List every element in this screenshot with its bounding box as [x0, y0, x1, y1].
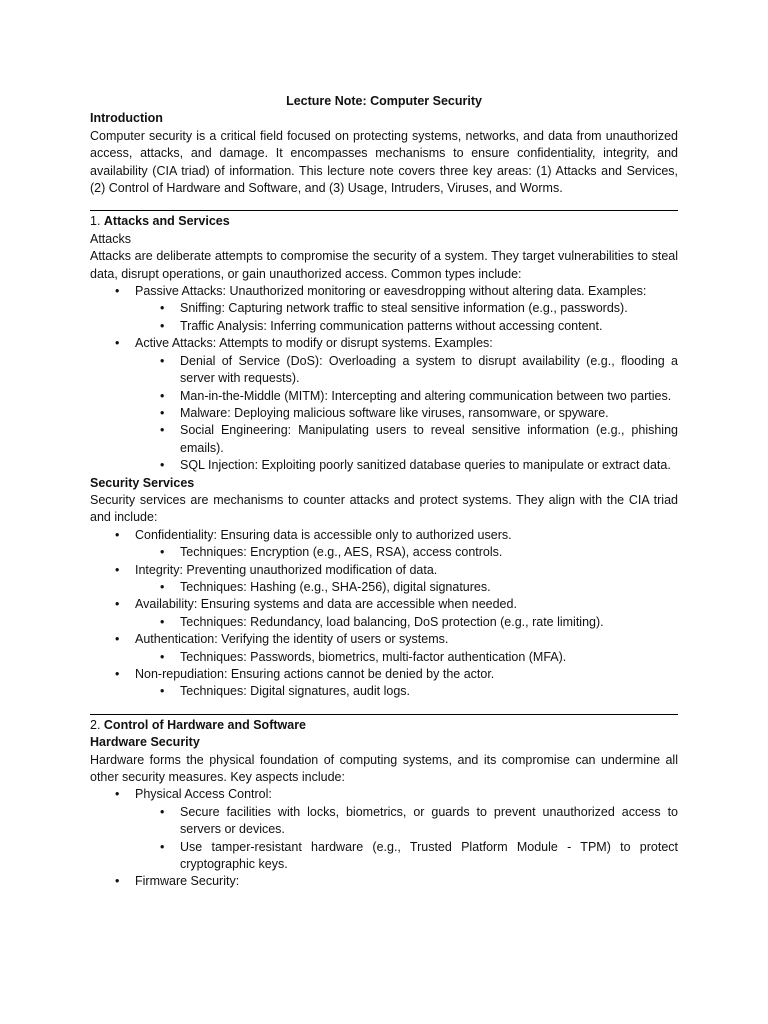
list-item-text: Confidentiality: Ensuring data is accessible only to authorized users. — [135, 527, 512, 542]
sub-list-item-text: Techniques: Encryption (e.g., AES, RSA), access controls. — [180, 545, 503, 560]
section-1-number: 1. — [90, 214, 104, 229]
bullet-icon: • — [115, 632, 120, 647]
bullet-icon: • — [160, 614, 165, 629]
sub-list-item — [135, 544, 678, 561]
intro-paragraph: Computer security is a critical field focused on protecting systems, networks, and data from unauthorized access, attacks, and damage. It encompasses mechanisms to ensure confidentiality, integrity, and availability (CIA triad) of information. This lecture note covers three key areas: (1) Attacks and Services, (2) Control of Hardware and Software, and (3) Usage, Intruders, Viruses, and Worms. — [90, 128, 678, 196]
bullet-icon: • — [160, 388, 165, 403]
services-list — [90, 527, 678, 701]
list-item — [90, 873, 678, 890]
list-item-text: Authentication: Verifying the identity of users or systems. — [135, 632, 449, 647]
sub-list-item-text: Denial of Service (DoS): Overloading a system to disrupt availability (e.g., flooding a server with requests). — [180, 353, 678, 386]
bullet-icon: • — [160, 649, 165, 664]
document-title: Lecture Note: Computer Security — [286, 94, 482, 108]
attacks-list — [90, 283, 678, 474]
sub-list-item — [135, 579, 678, 596]
sub-list — [135, 579, 678, 596]
sub-list-item-text: SQL Injection: Exploiting poorly sanitized database queries to manipulate or extract data. — [180, 458, 671, 473]
list-item — [90, 562, 678, 597]
bullet-icon: • — [160, 579, 165, 594]
bullet-icon: • — [160, 839, 165, 854]
list-item — [90, 631, 678, 666]
hardware-paragraph: Hardware forms the physical foundation of computing systems, and its compromise can undermine all other security measures. Key aspects include: — [90, 752, 678, 785]
sub-list-item — [135, 804, 678, 839]
sub-list-item — [135, 839, 678, 874]
section-2-title: Control of Hardware and Software — [103, 717, 307, 732]
sub-list-item — [135, 405, 678, 422]
bullet-icon: • — [115, 562, 120, 577]
sub-list — [135, 683, 678, 700]
list-item — [90, 786, 678, 873]
bullet-icon: • — [160, 458, 165, 473]
sub-list-item — [135, 318, 678, 335]
section-1-title: Attacks and Services — [103, 214, 230, 229]
sub-list-item-text: Techniques: Passwords, biometrics, multi-factor authentication (MFA). — [180, 649, 567, 664]
sub-list-item-text: Secure facilities with locks, biometrics, or guards to prevent unauthorized access to servers or devices. — [180, 804, 678, 837]
bullet-icon: • — [160, 318, 165, 333]
sub-list-item — [135, 457, 678, 474]
bullet-icon: • — [115, 284, 120, 299]
sub-list — [135, 300, 678, 335]
sub-list — [135, 614, 678, 631]
sub-list-item-text: Techniques: Digital signatures, audit logs. — [180, 684, 410, 699]
bullet-icon: • — [160, 353, 165, 368]
list-item-text: Physical Access Control: — [135, 787, 272, 802]
bullet-icon: • — [115, 527, 120, 542]
sub-list-item-text: Sniffing: Capturing network traffic to steal sensitive information (e.g., passwords). — [180, 301, 628, 316]
list-item-text: Active Attacks: Attempts to modify or disrupt systems. Examples: — [135, 336, 493, 351]
bullet-icon: • — [160, 301, 165, 316]
bullet-icon: • — [160, 804, 165, 819]
section-divider — [90, 210, 678, 211]
section-2-heading — [90, 717, 678, 734]
bullet-icon: • — [115, 597, 120, 612]
list-item-text: Non-repudiation: Ensuring actions cannot be denied by the actor. — [135, 667, 495, 681]
section-divider — [90, 714, 678, 715]
section-1-heading — [90, 213, 678, 230]
list-item-text: Availability: Ensuring systems and data are accessible when needed. — [135, 597, 517, 612]
services-heading: Security Services — [90, 475, 195, 490]
bullet-icon: • — [115, 667, 120, 681]
sub-list — [135, 649, 678, 666]
sub-list — [135, 804, 678, 874]
sub-list-item-text: Man-in-the-Middle (MITM): Intercepting and altering communication between two parties. — [180, 388, 672, 403]
sub-list-item — [135, 422, 678, 457]
list-item — [90, 596, 678, 631]
bullet-icon: • — [160, 545, 165, 560]
sub-list-item-text: Social Engineering: Manipulating users to reveal sensitive information (e.g., phishing emails). — [180, 423, 678, 455]
sub-list-item — [135, 614, 678, 631]
list-item-text: Integrity: Preventing unauthorized modification of data. — [135, 562, 438, 577]
sub-list-item-text: Malware: Deploying malicious software like viruses, ransomware, or spyware. — [180, 405, 609, 420]
sub-list-item — [135, 683, 678, 700]
sub-list-item — [135, 649, 678, 666]
list-item — [90, 335, 678, 474]
hardware-list — [90, 786, 678, 890]
attacks-subheading: Attacks — [90, 231, 131, 246]
intro-heading: Introduction — [90, 111, 163, 126]
list-item — [90, 283, 678, 335]
list-item-text: Firmware Security: — [135, 874, 240, 889]
list-item — [90, 666, 678, 701]
sub-list-item — [135, 300, 678, 317]
hardware-heading: Hardware Security — [90, 735, 200, 750]
sub-list-item — [135, 388, 678, 405]
sub-list — [135, 544, 678, 561]
attacks-paragraph: Attacks are deliberate attempts to compromise the security of a system. They target vulnerabilities to steal data, disrupt operations, or gain unauthorized access. Common types include: — [90, 249, 678, 281]
sub-list-item — [135, 353, 678, 388]
sub-list — [135, 353, 678, 475]
sub-list-item-text: Use tamper-resistant hardware (e.g., Trusted Platform Module - TPM) to protect cryptographic keys. — [180, 839, 678, 872]
section-2-number: 2. — [90, 717, 104, 732]
sub-list-item-text: Techniques: Redundancy, load balancing, DoS protection (e.g., rate limiting). — [180, 614, 604, 629]
bullet-icon: • — [115, 874, 120, 889]
list-item — [90, 527, 678, 562]
sub-list-item-text: Traffic Analysis: Inferring communication patterns without accessing content. — [180, 318, 603, 333]
services-paragraph: Security services are mechanisms to counter attacks and protect systems. They align with the CIA triad and include: — [90, 492, 678, 525]
list-item-text: Passive Attacks: Unauthorized monitoring or eavesdropping without altering data. Examples: — [135, 284, 647, 299]
bullet-icon: • — [160, 423, 165, 438]
bullet-icon: • — [115, 787, 120, 802]
bullet-icon: • — [160, 405, 165, 420]
bullet-icon: • — [160, 684, 165, 699]
bullet-icon: • — [115, 336, 120, 351]
sub-list-item-text: Techniques: Hashing (e.g., SHA-256), digital signatures. — [180, 579, 491, 594]
